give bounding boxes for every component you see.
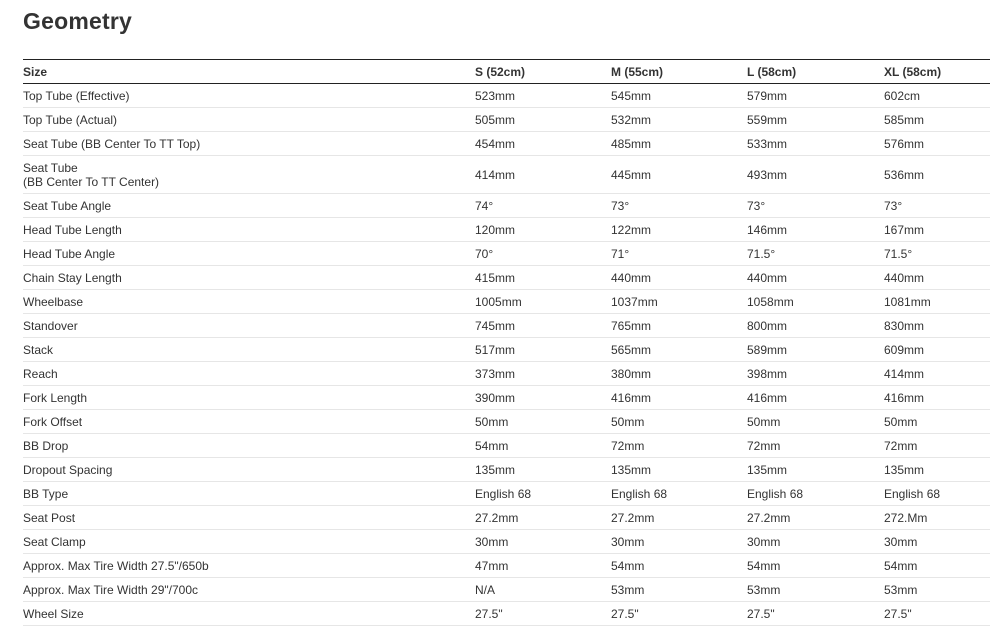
row-label: Chain Stay Length <box>23 270 122 285</box>
value-cell-xl: 73° <box>884 198 903 213</box>
value-cell-m: 545mm <box>611 88 652 103</box>
value-cell-m: 54mm <box>611 558 645 573</box>
value-cell-xl: 30mm <box>884 534 918 549</box>
table-row <box>23 290 990 314</box>
value-cell-l: 559mm <box>747 112 788 127</box>
table-row <box>23 362 990 386</box>
value-cell-m: 1037mm <box>611 294 658 309</box>
value-cell-s: 373mm <box>475 366 516 381</box>
value-cell-l: 50mm <box>747 414 781 429</box>
value-cell-s: 70° <box>475 246 494 261</box>
value-cell-xl: 27.5" <box>884 606 912 621</box>
value-cell-xl: 1081mm <box>884 294 931 309</box>
header-size-label: Size <box>23 65 48 79</box>
table-row <box>23 266 990 290</box>
value-cell-m: 73° <box>611 198 630 213</box>
value-cell-l: 493mm <box>747 167 788 182</box>
value-cell-s: 745mm <box>475 318 516 333</box>
table-row <box>23 132 990 156</box>
header-size-m: M (55cm) <box>611 65 664 79</box>
value-cell-s: 523mm <box>475 88 516 103</box>
value-cell-l: 53mm <box>747 582 781 597</box>
value-cell-xl: 536mm <box>884 167 925 182</box>
row-label: Fork Offset <box>23 414 83 429</box>
table-row <box>23 554 990 578</box>
value-cell-s: 415mm <box>475 270 516 285</box>
table-row <box>23 156 990 194</box>
value-cell-m: 27.2mm <box>611 510 655 525</box>
value-cell-xl: 72mm <box>884 438 918 453</box>
value-cell-s: 505mm <box>475 112 516 127</box>
value-cell-s: 1005mm <box>475 294 522 309</box>
value-cell-l: 533mm <box>747 136 788 151</box>
row-label: Top Tube (Actual) <box>23 112 118 127</box>
value-cell-l: 71.5° <box>747 246 776 261</box>
value-cell-l: 27.2mm <box>747 510 791 525</box>
value-cell-l: 73° <box>747 198 766 213</box>
value-cell-m: 440mm <box>611 270 652 285</box>
value-cell-m: 30mm <box>611 534 645 549</box>
row-label: BB Drop <box>23 438 69 453</box>
table-row <box>23 434 990 458</box>
value-cell-l: 135mm <box>747 462 788 477</box>
value-cell-l: 30mm <box>747 534 781 549</box>
table-row <box>23 242 990 266</box>
value-cell-m: 765mm <box>611 318 652 333</box>
value-cell-l: 1058mm <box>747 294 794 309</box>
value-cell-s: 47mm <box>475 558 509 573</box>
geometry-table <box>23 59 990 626</box>
value-cell-l: 54mm <box>747 558 781 573</box>
value-cell-m: 27.5" <box>611 606 639 621</box>
value-cell-l: 27.5" <box>747 606 775 621</box>
row-label: Approx. Max Tire Width 27.5"/650b <box>23 558 209 573</box>
value-cell-m: 445mm <box>611 167 652 182</box>
page-title: Geometry <box>23 8 132 34</box>
row-label: Approx. Max Tire Width 29"/700c <box>23 582 199 597</box>
value-cell-m: 532mm <box>611 112 652 127</box>
row-label: Seat Tube (BB Center To TT Top) <box>23 136 201 151</box>
value-cell-xl: 54mm <box>884 558 918 573</box>
value-cell-s: 454mm <box>475 136 516 151</box>
row-label: Fork Length <box>23 390 88 405</box>
value-cell-l: English 68 <box>747 486 804 501</box>
value-cell-xl: 272.Mm <box>884 510 928 525</box>
value-cell-l: 589mm <box>747 342 788 357</box>
table-row <box>23 338 990 362</box>
value-cell-l: 579mm <box>747 88 788 103</box>
value-cell-m: 50mm <box>611 414 645 429</box>
value-cell-l: 800mm <box>747 318 788 333</box>
value-cell-s: N/A <box>475 582 496 597</box>
value-cell-m: 485mm <box>611 136 652 151</box>
table-row <box>23 602 990 626</box>
row-label: Wheelbase <box>23 294 84 309</box>
value-cell-xl: 167mm <box>884 222 925 237</box>
value-cell-s: 135mm <box>475 462 516 477</box>
value-cell-xl: 609mm <box>884 342 925 357</box>
table-row <box>23 194 990 218</box>
value-cell-xl: 602cm <box>884 88 921 103</box>
value-cell-xl: English 68 <box>884 486 941 501</box>
table-row <box>23 530 990 554</box>
row-label: Seat Post <box>23 510 76 525</box>
value-cell-s: 517mm <box>475 342 516 357</box>
row-label: Seat Tube Angle <box>23 198 112 213</box>
value-cell-m: English 68 <box>611 486 668 501</box>
value-cell-l: 146mm <box>747 222 788 237</box>
value-cell-s: 414mm <box>475 167 516 182</box>
row-label: Reach <box>23 366 58 381</box>
value-cell-m: 72mm <box>611 438 645 453</box>
value-cell-xl: 135mm <box>884 462 925 477</box>
value-cell-xl: 71.5° <box>884 246 913 261</box>
value-cell-xl: 53mm <box>884 582 918 597</box>
row-label: Head Tube Length <box>23 222 122 237</box>
value-cell-m: 135mm <box>611 462 652 477</box>
value-cell-s: 74° <box>475 198 494 213</box>
table-row <box>23 578 990 602</box>
row-label: Head Tube Angle <box>23 246 116 261</box>
row-label: Seat Tube (BB Center To TT Center) <box>23 160 160 189</box>
table-row <box>23 410 990 434</box>
table-header-row <box>23 60 990 84</box>
header-size-xl: XL (58cm) <box>884 65 942 79</box>
value-cell-s: 50mm <box>475 414 509 429</box>
table-body <box>23 84 990 626</box>
value-cell-l: 416mm <box>747 390 788 405</box>
row-label: Stack <box>23 342 54 357</box>
row-label: Dropout Spacing <box>23 462 113 477</box>
value-cell-xl: 50mm <box>884 414 918 429</box>
value-cell-m: 416mm <box>611 390 652 405</box>
table-row <box>23 458 990 482</box>
table-row <box>23 386 990 410</box>
value-cell-m: 71° <box>611 246 630 261</box>
row-label: Wheel Size <box>23 606 84 621</box>
table-row <box>23 482 990 506</box>
value-cell-m: 380mm <box>611 366 652 381</box>
value-cell-l: 398mm <box>747 366 788 381</box>
value-cell-s: 120mm <box>475 222 516 237</box>
header-size-s: S (52cm) <box>475 65 526 79</box>
value-cell-s: 30mm <box>475 534 509 549</box>
header-size-l: L (58cm) <box>747 65 797 79</box>
value-cell-m: 565mm <box>611 342 652 357</box>
value-cell-s: 27.2mm <box>475 510 519 525</box>
value-cell-m: 53mm <box>611 582 645 597</box>
value-cell-xl: 440mm <box>884 270 925 285</box>
table-row <box>23 108 990 132</box>
value-cell-s: 54mm <box>475 438 509 453</box>
table-row <box>23 218 990 242</box>
value-cell-s: 390mm <box>475 390 516 405</box>
table-row <box>23 84 990 108</box>
row-label: BB Type <box>23 486 69 501</box>
table-row <box>23 314 990 338</box>
value-cell-s: 27.5" <box>475 606 503 621</box>
value-cell-xl: 585mm <box>884 112 925 127</box>
value-cell-xl: 416mm <box>884 390 925 405</box>
value-cell-xl: 576mm <box>884 136 925 151</box>
value-cell-xl: 414mm <box>884 366 925 381</box>
value-cell-xl: 830mm <box>884 318 925 333</box>
value-cell-l: 72mm <box>747 438 781 453</box>
table-row <box>23 506 990 530</box>
value-cell-l: 440mm <box>747 270 788 285</box>
value-cell-m: 122mm <box>611 222 652 237</box>
row-label: Seat Clamp <box>23 534 86 549</box>
row-label: Standover <box>23 318 78 333</box>
value-cell-s: English 68 <box>475 486 532 501</box>
row-label: Top Tube (Effective) <box>23 88 130 103</box>
